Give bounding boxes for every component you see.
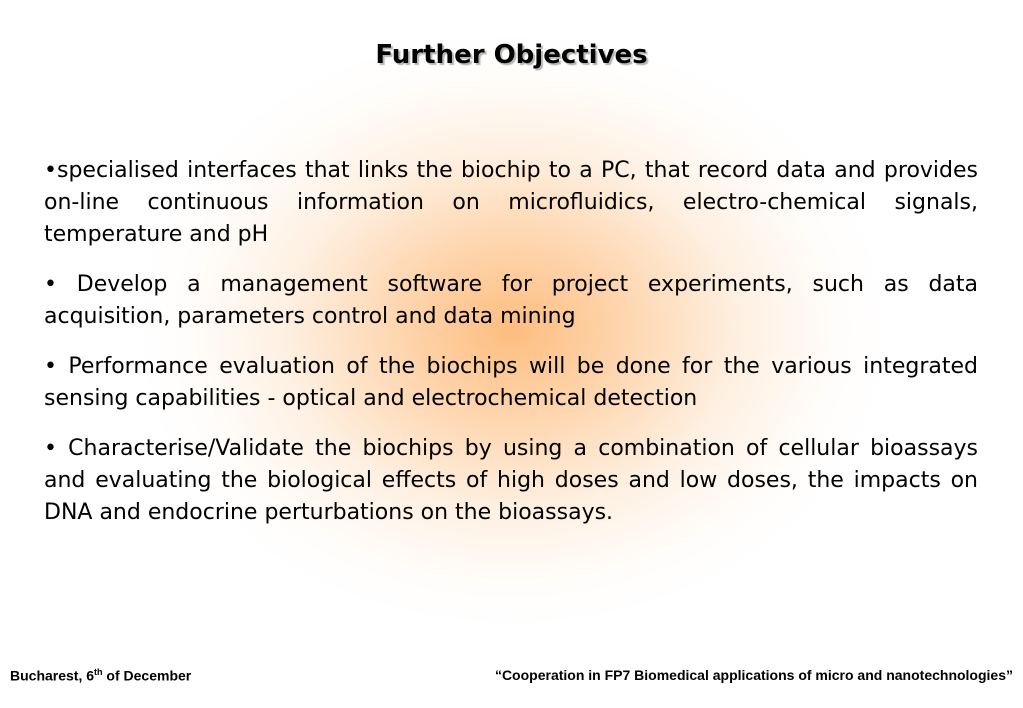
bullet-item: • Characterise/Validate the biochips by using a combination of cellular bioassays and evaluating the biological effects of high doses and low doses, the impacts on DNA and endocrine perturbations on the bioassays. [44,436,978,525]
bullet-list [44,155,978,547]
slide-title: Further Objectives [375,40,648,70]
footer-location-prefix: Bucharest, 6 [10,667,95,684]
bullet-item: • Performance evaluation of the biochips will be done for the various integrated sensing capabilities - optical and electrochemical detection [44,354,978,411]
bullet-item: • Develop a management software for project experiments, such as data acquisition, parameters control and data mining [44,272,978,329]
footer-location-suffix: of December [102,667,192,684]
footer-event: “Cooperation in FP7 Biomedical applications of micro and nanotechnologies” [494,667,1013,683]
footer-location-sup: th [94,667,103,677]
bullet-item: •specialised interfaces that links the biochip to a PC, that record data and provides on-line continuous information on microfluidics, electro-chemical signals, temperature and pH [44,158,978,247]
footer-location [10,667,191,684]
